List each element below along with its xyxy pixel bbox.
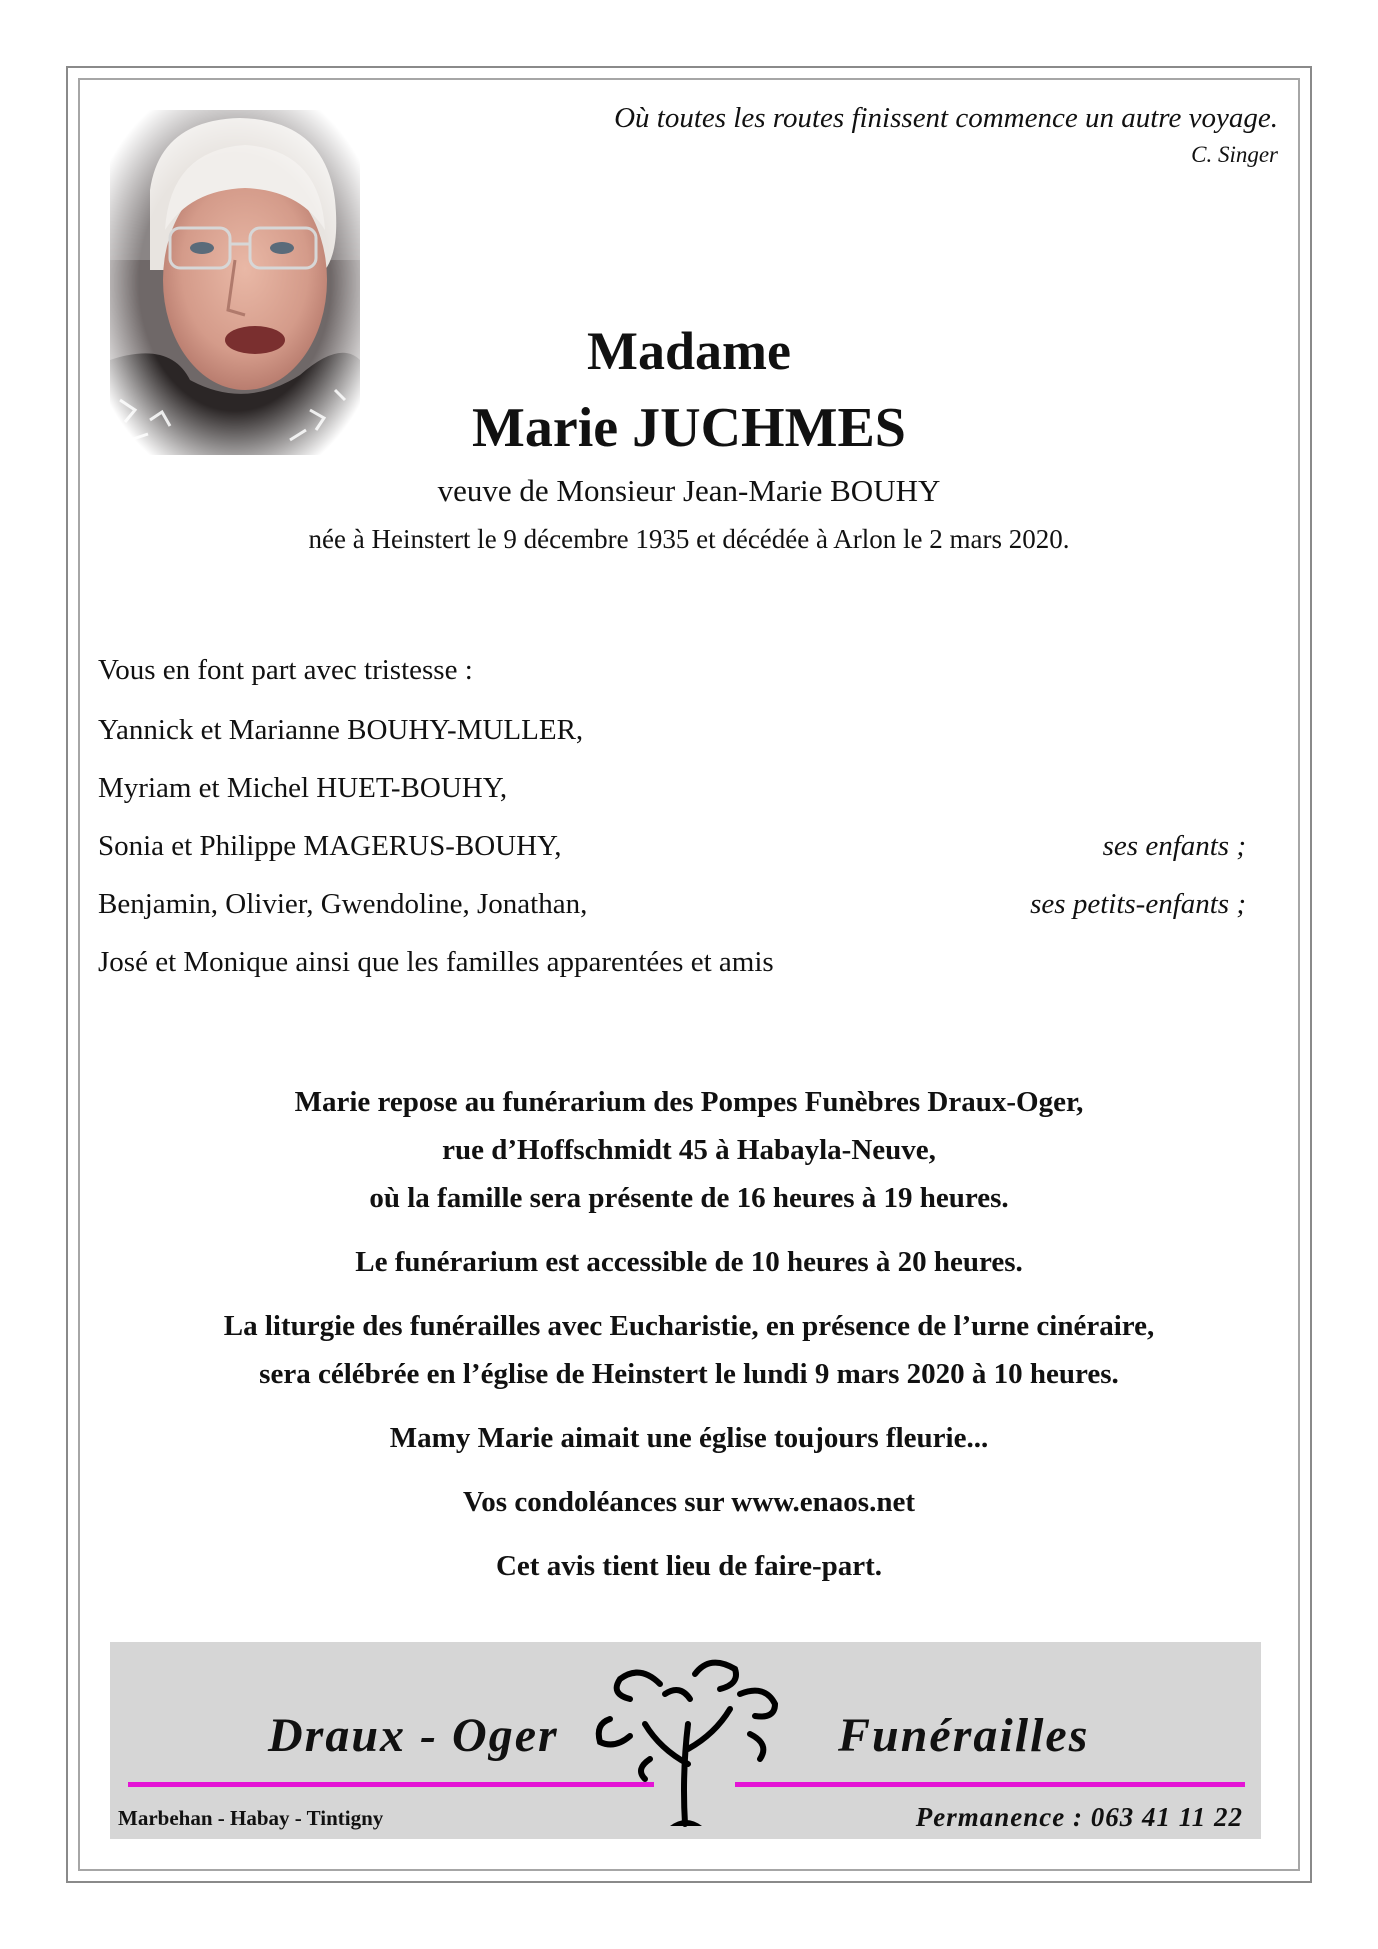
family-names: Benjamin, Olivier, Gwendoline, Jonathan, [98, 888, 588, 920]
rest-line-3: où la famille sera présente de 16 heures à 19 heures. [369, 1182, 1009, 1214]
birth-death-dates: née à Heinstert le 9 décembre 1935 et décédée à Arlon le 2 mars 2020. [308, 524, 1070, 554]
access-hours: Le funérarium est accessible de 10 heures à 20 heures. [355, 1246, 1023, 1278]
condolences-note: Vos condoléances sur www.enaos.net [463, 1486, 915, 1518]
accent-line-left [128, 1782, 654, 1787]
permanence-phone: Permanence : 063 41 11 22 [915, 1802, 1243, 1832]
family-row [98, 768, 1246, 808]
family-row [98, 710, 1246, 750]
family-names: Yannick et Marianne BOUHY-MULLER, [98, 714, 584, 746]
family-row [98, 942, 1246, 982]
funeral-home-footer [110, 1642, 1261, 1839]
accent-line-right [735, 1782, 1245, 1787]
family-intro: Vous en font part avec tristesse : [98, 654, 473, 686]
family-row [98, 884, 1246, 924]
family-role: ses enfants ; [1102, 830, 1246, 862]
branch-towns: Marbehan - Habay - Tintigny [118, 1806, 384, 1830]
tree-icon [590, 1654, 790, 1830]
deceased-name: Marie JUCHMES [472, 397, 906, 459]
liturgy-line-2: sera célébrée en l’église de Heinstert le lundi 9 mars 2020 à 10 heures. [259, 1358, 1119, 1390]
family-names: José et Monique ainsi que les familles apparentées et amis [98, 946, 774, 978]
epigraph [614, 98, 1278, 172]
salutation: Madame [587, 321, 791, 381]
brand-right: Funérailles [838, 1709, 1090, 1762]
flowers-note: Mamy Marie aimait une église toujours fleurie... [389, 1422, 989, 1454]
liturgy-line-1: La liturgie des funérailles avec Eucharistie, en présence de l’urne cinéraire, [223, 1310, 1155, 1342]
widow-of: veuve de Monsieur Jean-Marie BOUHY [437, 473, 941, 508]
family-names: Sonia et Philippe MAGERUS-BOUHY, [98, 830, 562, 862]
family-names: Myriam et Michel HUET-BOUHY, [98, 772, 508, 804]
epigraph-author: C. Singer [1191, 142, 1278, 167]
brand-left: Draux - Oger [268, 1709, 559, 1762]
notice-note: Cet avis tient lieu de faire-part. [495, 1550, 883, 1582]
rest-line-1: Marie repose au funérarium des Pompes Funèbres Draux-Oger, [294, 1086, 1084, 1118]
family-row [98, 826, 1246, 866]
rest-line-2: rue d’Hoffschmidt 45 à Habayla-Neuve, [442, 1134, 936, 1166]
epigraph-text: Où toutes les routes finissent commence un autre voyage. [614, 102, 1278, 134]
family-role: ses petits-enfants ; [1030, 888, 1246, 920]
